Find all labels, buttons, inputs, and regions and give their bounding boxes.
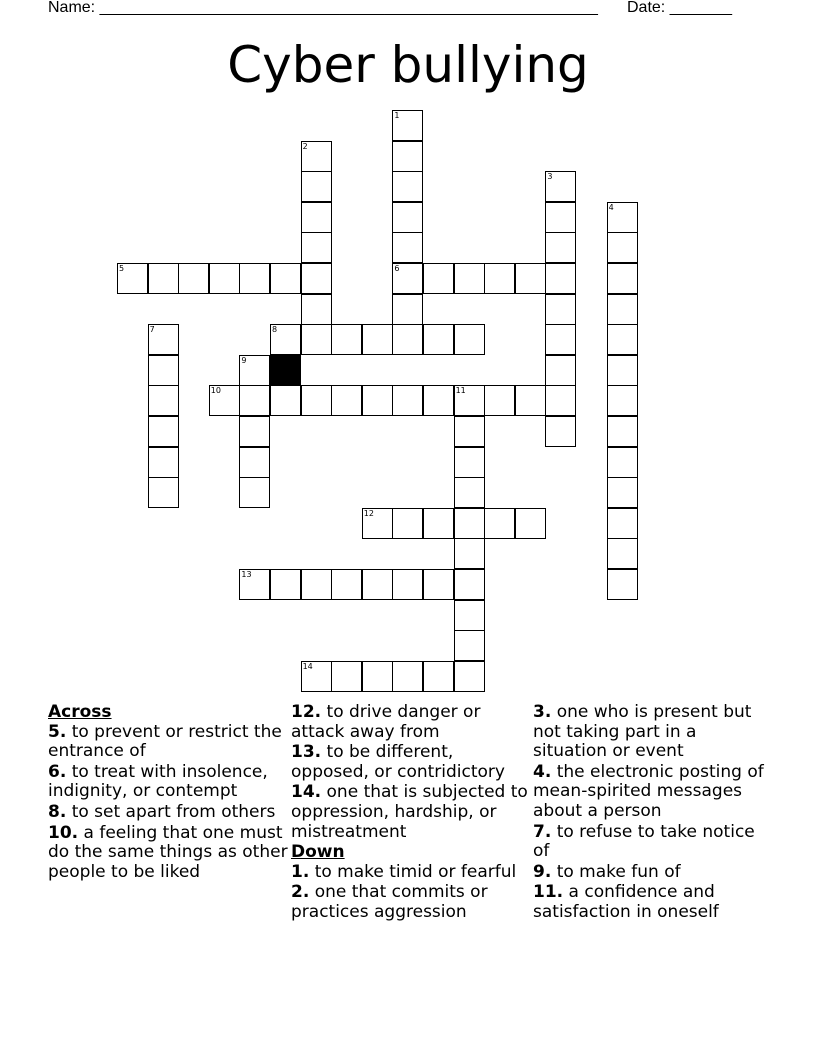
clue-number: 6 <box>394 264 400 273</box>
grid-cell[interactable] <box>454 263 485 294</box>
clue-text: the electronic posting of mean-spirited messages about a person <box>533 761 764 821</box>
grid-cell[interactable] <box>607 508 638 539</box>
date-field[interactable]: Date: _______ <box>627 0 732 16</box>
grid-cell[interactable] <box>454 538 485 569</box>
grid-cell[interactable] <box>301 324 332 355</box>
clue-number: 9 <box>241 355 247 365</box>
clue-text: to set apart from others <box>71 801 276 822</box>
grid-cell[interactable] <box>454 416 485 447</box>
clue-number: 13 <box>241 570 252 579</box>
grid-cell[interactable] <box>607 355 638 386</box>
grid-cell[interactable] <box>239 477 270 508</box>
grid-cell[interactable] <box>484 508 515 539</box>
grid-cell[interactable] <box>545 294 576 325</box>
grid-cell[interactable] <box>117 263 148 294</box>
grid-cell[interactable] <box>239 569 270 600</box>
clue-text: one who is present but not taking part in a situation or event <box>533 702 752 762</box>
grid-cell[interactable] <box>484 385 515 416</box>
grid-cell[interactable] <box>301 294 332 325</box>
grid-cell[interactable] <box>607 538 638 569</box>
clues-column-1 <box>48 703 288 883</box>
grid-cell[interactable] <box>362 324 393 355</box>
clue-number: 2 <box>302 141 308 151</box>
grid-cell[interactable] <box>301 263 332 294</box>
grid-cell[interactable] <box>239 355 270 386</box>
grid-cell[interactable] <box>331 661 362 692</box>
grid-cell[interactable] <box>392 569 423 600</box>
clue-number-label: 2. <box>291 882 310 903</box>
clue-text: one that is subjected to oppression, hardship, or mistreatment <box>291 782 528 842</box>
clue-number: 10 <box>210 386 221 396</box>
clue-number-label: 9. <box>533 861 552 882</box>
grid-cell[interactable] <box>607 324 638 355</box>
grid-cell[interactable] <box>454 385 485 416</box>
clue-number: 14 <box>302 661 313 671</box>
grid-cell[interactable] <box>270 324 301 355</box>
clue-number: 7 <box>149 325 155 335</box>
grid-cell[interactable] <box>392 661 423 692</box>
grid-cell[interactable] <box>362 508 393 539</box>
grid-cell[interactable] <box>454 630 485 661</box>
clue-number-label: 5. <box>48 721 67 742</box>
grid-cell[interactable] <box>392 202 423 233</box>
clue-item <box>533 703 773 762</box>
clue-item <box>48 803 288 823</box>
grid-cell[interactable] <box>148 477 179 508</box>
grid-cell[interactable] <box>454 661 485 692</box>
puzzle-title: Cyber bullying <box>227 36 589 94</box>
clue-number-label: 14. <box>291 782 322 803</box>
clue-item <box>533 883 773 922</box>
clue-text: to treat with insolence, indignity, or contempt <box>48 761 268 802</box>
grid-cell[interactable] <box>301 385 332 416</box>
grid-cell[interactable] <box>545 355 576 386</box>
clue-item <box>48 723 288 762</box>
grid-cell[interactable] <box>148 355 179 386</box>
grid-cell[interactable] <box>331 569 362 600</box>
grid-cell[interactable] <box>239 416 270 447</box>
clue-text: a feeling that one must do the same things as other people to be liked <box>48 822 288 882</box>
clue-number-label: 6. <box>48 761 67 782</box>
clue-text: one that commits or practices aggression <box>291 882 488 922</box>
grid-cell[interactable] <box>423 661 454 692</box>
grid-cell[interactable] <box>607 477 638 508</box>
grid-cell[interactable] <box>392 324 423 355</box>
grid-cell[interactable] <box>362 385 393 416</box>
clue-number-label: 8. <box>48 801 67 822</box>
grid-cell[interactable] <box>515 508 546 539</box>
grid-cell[interactable] <box>301 661 332 692</box>
grid-cell[interactable] <box>331 385 362 416</box>
clue-item <box>291 743 531 782</box>
grid-cell[interactable] <box>545 171 576 202</box>
grid-cell[interactable] <box>607 569 638 600</box>
clue-number: 8 <box>272 325 278 335</box>
grid-cell[interactable] <box>392 110 423 141</box>
blocked-cell <box>270 355 301 386</box>
clue-item <box>291 783 531 842</box>
section-heading-down: Down <box>291 842 345 863</box>
grid-cell[interactable] <box>454 447 485 478</box>
grid-cell[interactable] <box>301 569 332 600</box>
grid-cell[interactable] <box>545 385 576 416</box>
grid-cell[interactable] <box>607 202 638 233</box>
grid-cell[interactable] <box>423 385 454 416</box>
grid-cell[interactable] <box>423 508 454 539</box>
grid-cell[interactable] <box>148 263 179 294</box>
clue-number-label: 13. <box>291 742 322 763</box>
grid-cell[interactable] <box>545 232 576 263</box>
clue-number-label: 3. <box>533 702 552 722</box>
grid-cell[interactable] <box>362 661 393 692</box>
clue-text: to make fun of <box>556 861 681 882</box>
clues-column-3 <box>533 703 773 924</box>
grid-cell[interactable] <box>209 385 240 416</box>
grid-cell[interactable] <box>454 324 485 355</box>
clue-text: to prevent or restrict the entrance of <box>48 721 282 762</box>
clue-number-label: 7. <box>533 821 552 842</box>
grid-cell[interactable] <box>148 324 179 355</box>
clue-text: to drive danger or attack away from <box>291 702 481 742</box>
grid-cell[interactable] <box>392 232 423 263</box>
clue-item <box>291 883 531 922</box>
grid-cell[interactable] <box>392 508 423 539</box>
grid-cell[interactable] <box>545 202 576 233</box>
grid-cell[interactable] <box>423 263 454 294</box>
grid-cell[interactable] <box>270 385 301 416</box>
grid-cell[interactable] <box>607 385 638 416</box>
clue-number-label: 10. <box>48 822 79 843</box>
grid-cell[interactable] <box>301 202 332 233</box>
grid-cell[interactable] <box>545 416 576 447</box>
clue-number-label: 12. <box>291 702 322 722</box>
grid-cell[interactable] <box>148 416 179 447</box>
grid-cell[interactable] <box>484 263 515 294</box>
grid-cell[interactable] <box>392 263 423 294</box>
clue-number-label: 4. <box>533 761 552 782</box>
grid-cell[interactable] <box>209 263 240 294</box>
grid-cell[interactable] <box>239 447 270 478</box>
grid-cell[interactable] <box>454 600 485 631</box>
grid-cell[interactable] <box>362 569 393 600</box>
grid-cell[interactable] <box>392 385 423 416</box>
clue-number: 11 <box>455 386 466 396</box>
grid-cell[interactable] <box>392 171 423 202</box>
grid-cell[interactable] <box>178 263 209 294</box>
grid-cell[interactable] <box>301 232 332 263</box>
clue-number-label: 11. <box>533 882 564 903</box>
clue-number: 3 <box>547 172 553 182</box>
grid-cell[interactable] <box>270 263 301 294</box>
clue-item <box>48 763 288 802</box>
grid-cell[interactable] <box>515 263 546 294</box>
section-heading-across: Across <box>48 702 112 722</box>
grid-cell[interactable] <box>607 263 638 294</box>
grid-cell[interactable] <box>301 141 332 172</box>
clue-item <box>533 823 773 862</box>
clue-number: 1 <box>394 111 400 120</box>
clue-text: to make timid or fearful <box>314 861 517 882</box>
grid-cell[interactable] <box>301 171 332 202</box>
grid-cell[interactable] <box>607 232 638 263</box>
grid-cell[interactable] <box>392 141 423 172</box>
clue-item <box>533 863 773 883</box>
clue-item <box>48 824 288 883</box>
grid-cell[interactable] <box>515 385 546 416</box>
clue-item <box>291 863 531 883</box>
clue-number: 5 <box>119 264 125 273</box>
grid-cell[interactable] <box>148 385 179 416</box>
grid-cell[interactable] <box>423 324 454 355</box>
grid-cell[interactable] <box>545 263 576 294</box>
clue-item <box>533 763 773 822</box>
clue-item <box>291 703 531 742</box>
clues-column-2 <box>291 703 531 924</box>
grid-cell[interactable] <box>392 294 423 325</box>
grid-cell[interactable] <box>607 294 638 325</box>
name-field[interactable]: Name: ________________________________________________________ <box>48 0 598 16</box>
grid-cell[interactable] <box>607 416 638 447</box>
grid-cell[interactable] <box>148 447 179 478</box>
grid-cell[interactable] <box>545 324 576 355</box>
clue-text: to be different, opposed, or contridictory <box>291 742 505 782</box>
clue-number: 12 <box>363 508 374 518</box>
grid-cell[interactable] <box>454 569 485 600</box>
clue-number-label: 1. <box>291 861 310 882</box>
grid-cell[interactable] <box>454 477 485 508</box>
grid-cell[interactable] <box>423 569 454 600</box>
grid-cell[interactable] <box>239 263 270 294</box>
clue-number: 4 <box>608 202 614 212</box>
clue-text: to refuse to take notice of <box>533 821 755 862</box>
clue-text: a confidence and satisfaction in oneself <box>533 882 719 922</box>
grid-cell[interactable] <box>607 447 638 478</box>
grid-cell[interactable] <box>239 385 270 416</box>
grid-cell[interactable] <box>331 324 362 355</box>
grid-cell[interactable] <box>454 508 485 539</box>
grid-cell[interactable] <box>270 569 301 600</box>
